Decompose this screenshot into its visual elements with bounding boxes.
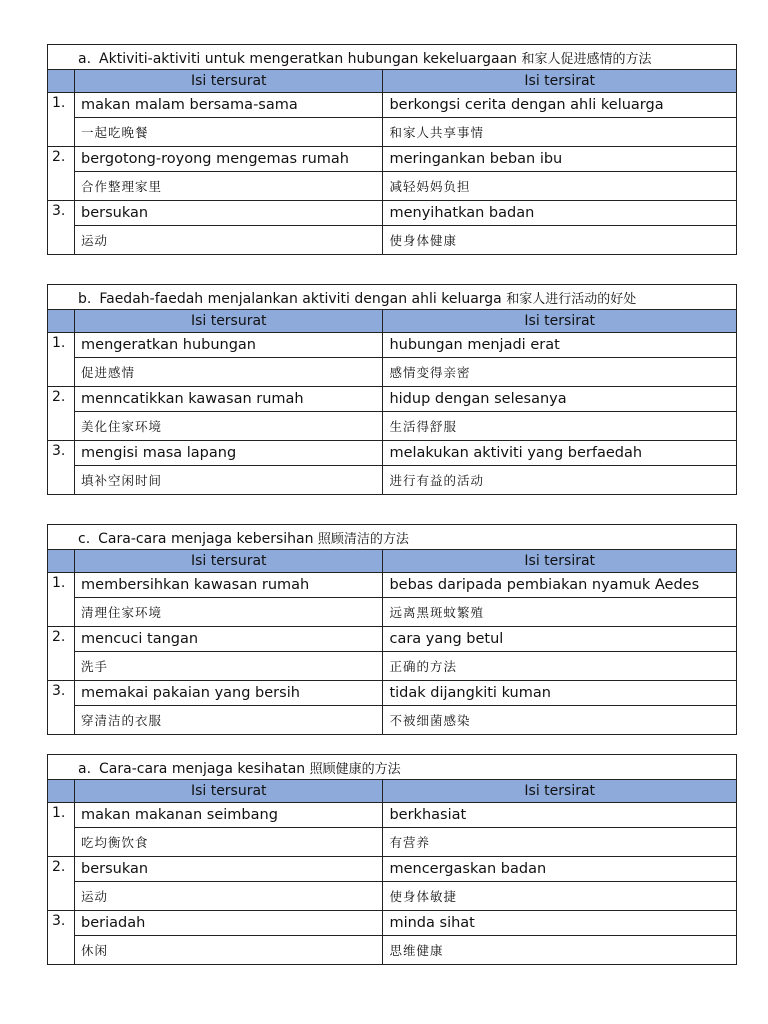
tersurat-cell: makan malam bersama-sama [75,93,383,118]
table-row-translation [48,118,737,147]
tersirat-translation: 感情变得亲密 [383,358,737,387]
tersurat-translation: 美化住家环境 [75,412,383,441]
tersurat-translation: 填补空闲时间 [75,466,383,495]
row-number: 2. [48,387,75,441]
section-letter: a. [78,760,92,777]
header-blank [48,70,75,93]
section-letter: c. [78,530,91,547]
table-row [48,441,737,466]
tersirat-translation: 减轻妈妈负担 [383,172,737,201]
row-number: 3. [48,201,75,255]
section-title-row [48,45,737,70]
tersurat-cell: menncatikkan kawasan rumah [75,387,383,412]
table-row [48,387,737,412]
tersirat-cell: hubungan menjadi erat [383,333,737,358]
tersurat-translation: 运动 [75,882,383,911]
section-title-text: Cara-cara menjaga kebersihan [98,530,314,547]
tersirat-cell: melakukan aktiviti yang berfaedah [383,441,737,466]
table-row-translation [48,706,737,735]
section-title [48,285,737,310]
row-number: 2. [48,627,75,681]
tersurat-cell: mengeratkan hubungan [75,333,383,358]
tersurat-translation: 运动 [75,226,383,255]
section-title-text: Faedah-faedah menjalankan aktiviti dengan ahli keluarga [99,290,502,307]
section-title-zh: 和家人促进感情的方法 [521,51,652,67]
table-row [48,627,737,652]
tersurat-cell: memakai pakaian yang bersih [75,681,383,706]
table-row-translation [48,598,737,627]
table-row-translation [48,412,737,441]
section-title-row [48,525,737,550]
header-tersurat: Isi tersurat [75,550,383,573]
header-row [48,70,737,93]
tersurat-cell: beriadah [75,911,383,936]
header-row [48,310,737,333]
table-row-translation [48,226,737,255]
tersirat-translation: 和家人共享事情 [383,118,737,147]
section-title-row [48,285,737,310]
row-number: 3. [48,681,75,735]
tersurat-cell: bersukan [75,201,383,226]
tersirat-translation: 使身体敏捷 [383,882,737,911]
tersirat-translation: 进行有益的活动 [383,466,737,495]
tersurat-translation: 合作整理家里 [75,172,383,201]
header-blank [48,550,75,573]
header-blank [48,310,75,333]
tersirat-cell: hidup dengan selesanya [383,387,737,412]
section-letter: a. [78,50,92,67]
header-row [48,780,737,803]
tersurat-translation: 一起吃晚餐 [75,118,383,147]
tersirat-cell: tidak dijangkiti kuman [383,681,737,706]
header-row [48,550,737,573]
header-tersirat: Isi tersirat [383,550,737,573]
tersurat-cell: mencuci tangan [75,627,383,652]
tersirat-translation: 生活得舒服 [383,412,737,441]
header-tersirat: Isi tersirat [383,780,737,803]
table-row-translation [48,936,737,965]
row-number: 3. [48,441,75,495]
row-number: 2. [48,857,75,911]
tersirat-translation: 有营养 [383,828,737,857]
table-row-translation [48,652,737,681]
section-title-text: Aktiviti-aktiviti untuk mengeratkan hubungan kekeluargaan [99,50,518,67]
section-title-zh: 照顾清洁的方法 [317,531,409,547]
table-row [48,857,737,882]
tersurat-cell: membersihkan kawasan rumah [75,573,383,598]
tersurat-cell: mengisi masa lapang [75,441,383,466]
section-table [47,284,737,495]
tersirat-translation: 使身体健康 [383,226,737,255]
section-title-zh: 和家人进行活动的好处 [506,291,637,307]
row-number: 2. [48,147,75,201]
tersirat-cell: minda sihat [383,911,737,936]
table-row-translation [48,172,737,201]
table-row [48,803,737,828]
table-row-translation [48,466,737,495]
row-number: 1. [48,803,75,857]
table-row-translation [48,828,737,857]
tersirat-cell: cara yang betul [383,627,737,652]
header-blank [48,780,75,803]
tersurat-translation: 洗手 [75,652,383,681]
header-tersurat: Isi tersurat [75,70,383,93]
table-row [48,333,737,358]
section-letter: b. [78,290,92,307]
row-number: 1. [48,333,75,387]
table-row [48,573,737,598]
tersurat-translation: 清理住家环境 [75,598,383,627]
tersirat-translation: 思维健康 [383,936,737,965]
tersirat-cell: berkhasiat [383,803,737,828]
table-row [48,201,737,226]
section-title [48,755,737,780]
header-tersirat: Isi tersirat [383,310,737,333]
tersurat-translation: 促进感情 [75,358,383,387]
tersurat-cell: bersukan [75,857,383,882]
table-row [48,681,737,706]
header-tersirat: Isi tersirat [383,70,737,93]
table-row [48,93,737,118]
tersirat-translation: 远离黑斑蚊繁殖 [383,598,737,627]
tersirat-translation: 正确的方法 [383,652,737,681]
tersurat-cell: makan makanan seimbang [75,803,383,828]
section-title-text: Cara-cara menjaga kesihatan [99,760,306,777]
table-row-translation [48,358,737,387]
tersirat-cell: bebas daripada pembiakan nyamuk Aedes [383,573,737,598]
section-title-zh: 照顾健康的方法 [309,761,401,777]
tersirat-cell: mencergaskan badan [383,857,737,882]
table-row [48,911,737,936]
section-table [47,524,737,735]
tersirat-cell: berkongsi cerita dengan ahli keluarga [383,93,737,118]
tersurat-translation: 穿清洁的衣服 [75,706,383,735]
tersirat-cell: meringankan beban ibu [383,147,737,172]
table-row [48,147,737,172]
tersirat-cell: menyihatkan badan [383,201,737,226]
tersurat-translation: 休闲 [75,936,383,965]
table-row-translation [48,882,737,911]
section-title-row [48,755,737,780]
tersurat-cell: bergotong-royong mengemas rumah [75,147,383,172]
header-tersurat: Isi tersurat [75,310,383,333]
row-number: 1. [48,573,75,627]
section-table [47,44,737,255]
section-table [47,754,737,965]
tersirat-translation: 不被细菌感染 [383,706,737,735]
row-number: 1. [48,93,75,147]
tersurat-translation: 吃均衡饮食 [75,828,383,857]
row-number: 3. [48,911,75,965]
section-title [48,525,737,550]
section-title [48,45,737,70]
header-tersurat: Isi tersurat [75,780,383,803]
